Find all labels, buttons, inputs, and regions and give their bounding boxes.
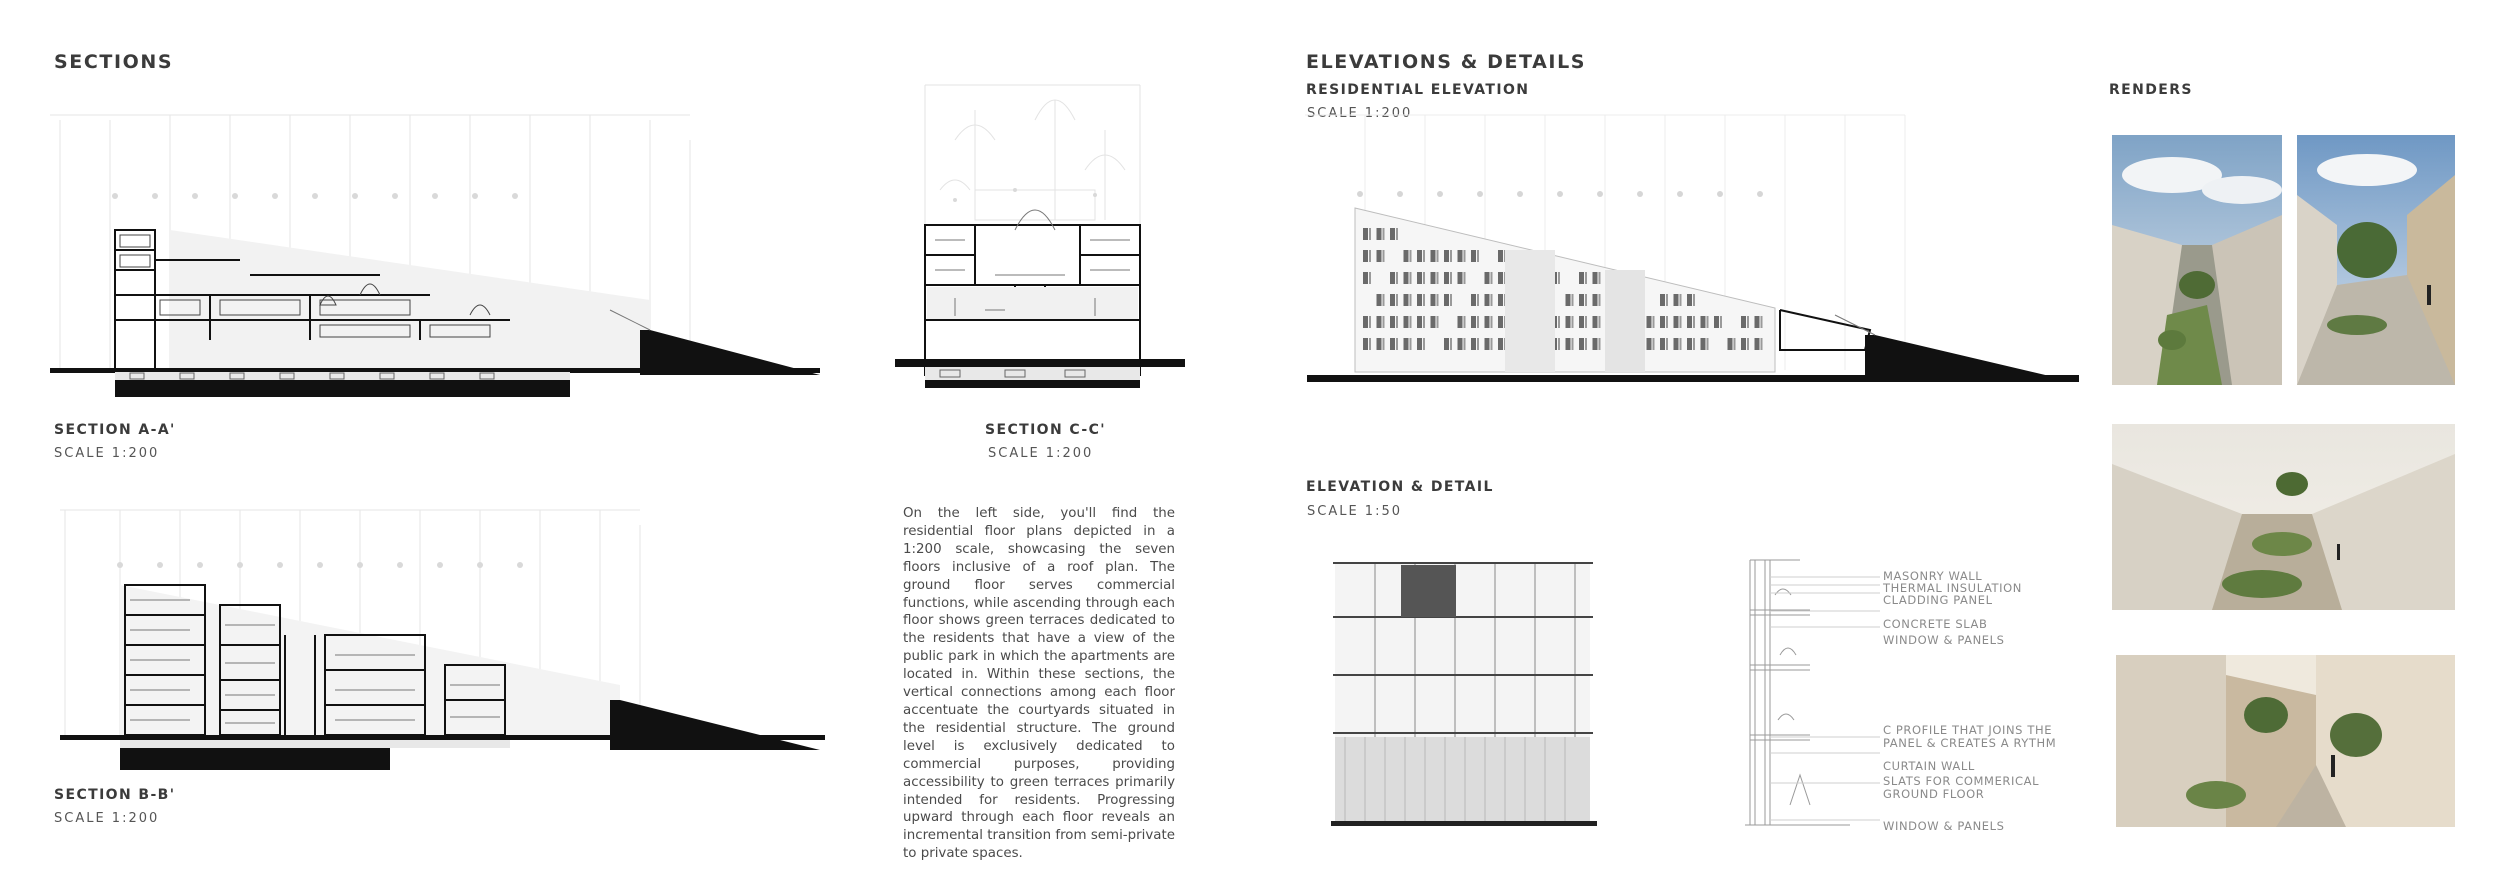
sections-title: SECTIONS: [54, 51, 174, 73]
elevations-title: ELEVATIONS & DETAILS: [1306, 51, 1587, 73]
render-image-4: [2116, 655, 2455, 827]
annotation-window-panels-bottom: WINDOW & PANELS: [1883, 819, 2005, 833]
residential-elevation-drawing: [1305, 110, 2085, 390]
section-bb-label: SECTION B-B': [54, 787, 176, 803]
residential-elevation-label: RESIDENTIAL ELEVATION: [1306, 82, 1530, 98]
section-aa-label: SECTION A-A': [54, 422, 176, 438]
description-paragraph: On the left side, you'll find the residential floor plans depicted in a 1:200 scale, showcasing the seven floors inclusive of a roof plan. The ground floor serves commercial functions, while ascending through each floor shows green terraces dedicated to the residents that have a view of the public park in which the apartments are located in. Within these sections, the vertical connections among each floor accentuate the courtyards situated in the residential structure. The ground level is exclusively dedicated to commercial purposes, providing accessibility to green terraces primarily intended for residents. Progressing upward through each floor reveals an incremental transition from semi-private to private spaces.: [903, 506, 1175, 862]
render-image-1: [2112, 135, 2282, 385]
section-aa-drawing: [50, 110, 830, 410]
section-bb-drawing: [60, 505, 840, 780]
annotation-cladding-panel: CLADDING PANEL: [1883, 593, 1993, 607]
annotation-slats: SLATS FOR COMMERICAL: [1883, 774, 2040, 788]
section-bb-scale: SCALE 1:200: [54, 811, 160, 826]
annotation-curtain-wall: CURTAIN WALL: [1883, 759, 1975, 773]
annotation-masonry-wall: MASONRY WALL: [1883, 569, 1983, 583]
elevation-detail-label: ELEVATION & DETAIL: [1306, 479, 1494, 495]
annotation-panel-rythm: PANEL & CREATES A RYTHM: [1883, 736, 2057, 750]
section-cc-scale: SCALE 1:200: [988, 446, 1094, 461]
renders-title: RENDERS: [2109, 82, 2193, 98]
section-cc-label: SECTION C-C': [985, 422, 1106, 438]
annotation-ground-floor: GROUND FLOOR: [1883, 787, 1985, 801]
render-image-3: [2112, 424, 2455, 610]
residential-elevation-scale: SCALE 1:200: [1307, 106, 1413, 121]
annotation-concrete-slab: CONCRETE SLAB: [1883, 617, 1988, 631]
section-cc-drawing: [895, 80, 1195, 410]
render-image-2: [2297, 135, 2455, 385]
elevation-detail-scale: SCALE 1:50: [1307, 504, 1403, 519]
facade-detail-drawing: [1305, 555, 1615, 835]
wall-detail-drawing: [1720, 555, 1890, 835]
annotation-thermal-insulation: THERMAL INSULATION: [1883, 581, 2023, 595]
annotation-window-panels-top: WINDOW & PANELS: [1883, 633, 2005, 647]
section-aa-scale: SCALE 1:200: [54, 446, 160, 461]
annotation-c-profile: C PROFILE THAT JOINS THE: [1883, 723, 2053, 737]
